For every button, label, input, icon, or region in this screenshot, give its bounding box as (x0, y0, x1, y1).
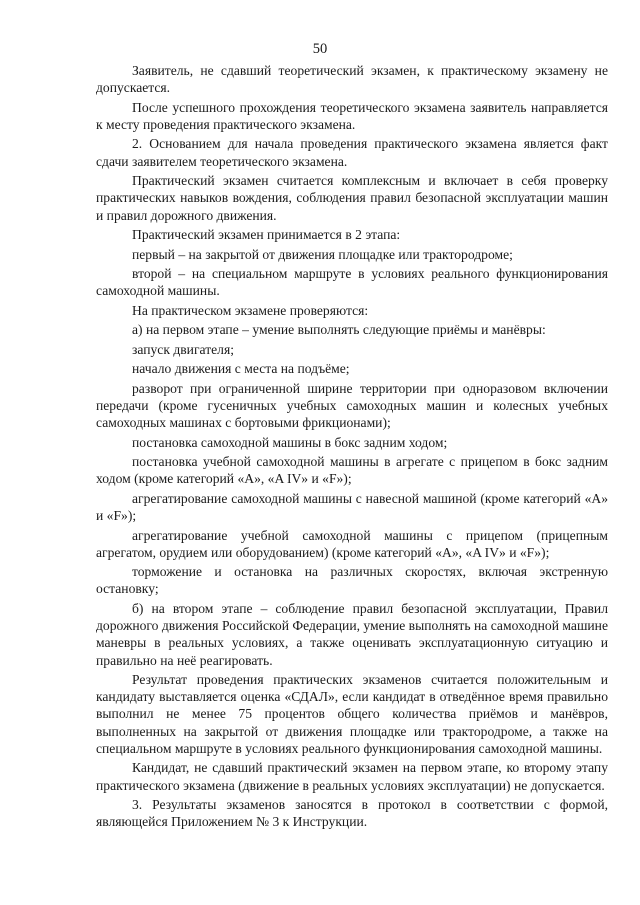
page-number: 50 (312, 41, 328, 57)
document-body (96, 62, 608, 833)
list-item: агрегатирование самоходной машины с навесной машиной (кроме категорий «А» и «F»); (96, 490, 608, 524)
paragraph: Заявитель, не сдавший теоретический экзамен, к практическому экзамену не допускается. (96, 63, 608, 96)
paragraph: Практический экзамен считается комплексным и включает в себя проверку практических навыков вождения, соблюдения правил безопасной эксплуатации машин и правил дорожного движения. (96, 173, 608, 223)
paragraph: 3. Результаты экзаменов заносятся в протокол в соответствии с формой, являющейся Приложением № 3 к Инструкции. (96, 797, 608, 830)
list-item: начало движения с места на подъёме; (132, 361, 350, 377)
paragraph: Практический экзамен принимается в 2 этапа: (132, 227, 401, 243)
list-item: первый – на закрытой от движения площадке или трактородроме; (132, 246, 513, 262)
paragraph: После успешного прохождения теоретического экзамена заявитель направляется к месту проведения практического экзамена. (96, 99, 608, 132)
paragraph: 2. Основанием для начала проведения практического экзамена является факт сдачи заявителем теоретического экзамена. (96, 136, 608, 169)
paragraph: Результат проведения практических экзаменов считается положительным и кандидату выставляется оценка «СДАЛ», если кандидат в отведённое время правильно выполнил не менее 75 процентов общего количества приёмов и манёвров, выполненных на закрытой от движения площадке или трактородроме, а также на специальном маршруте в условиях реального функционирования самоходной машины. (96, 672, 608, 756)
list-item: запуск двигателя; (132, 341, 234, 357)
list-item: постановка самоходной машины в бокс задним ходом; (132, 434, 448, 450)
paragraph: Кандидат, не сдавший практический экзамен на первом этапе, ко второму этапу практического экзамена (движение в реальных условиях эксплуатации) не допускается. (96, 760, 608, 793)
list-item: торможение и остановка на различных скоростях, включая экстренную остановку; (96, 564, 608, 597)
list-item: б) на втором этапе – соблюдение правил безопасной эксплуатации, Правил дорожного движения Российской Федерации, умение выполнять на самоходной машине маневры в реальных условиях, а также оценивать эксплуатационную ситуацию и правильно на неё реагировать. (96, 600, 608, 668)
paragraph: На практическом экзамене проверяются: (132, 302, 369, 318)
list-item: второй – на специальном маршруте в условиях реального функционирования самоходной машины. (96, 266, 608, 299)
list-item: разворот при ограниченной ширине территории при одноразовом включении передачи (кроме гусеничных учебных самоходных машин и колесных учебных самоходных машинах с бортовыми фрикционами); (96, 380, 608, 431)
list-item: а) на первом этапе – умение выполнять следующие приёмы и манёвры: (132, 322, 546, 338)
list-item: агрегатирование учебной самоходной машины с прицепом (прицепным агрегатом, орудием или оборудованием) (кроме категорий «А», «A IV» и «F»); (96, 527, 608, 560)
list-item: постановка учебной самоходной машины в агрегате с прицепом в бокс задним ходом (кроме категорий «А», «A IV» и «F»); (96, 454, 608, 487)
